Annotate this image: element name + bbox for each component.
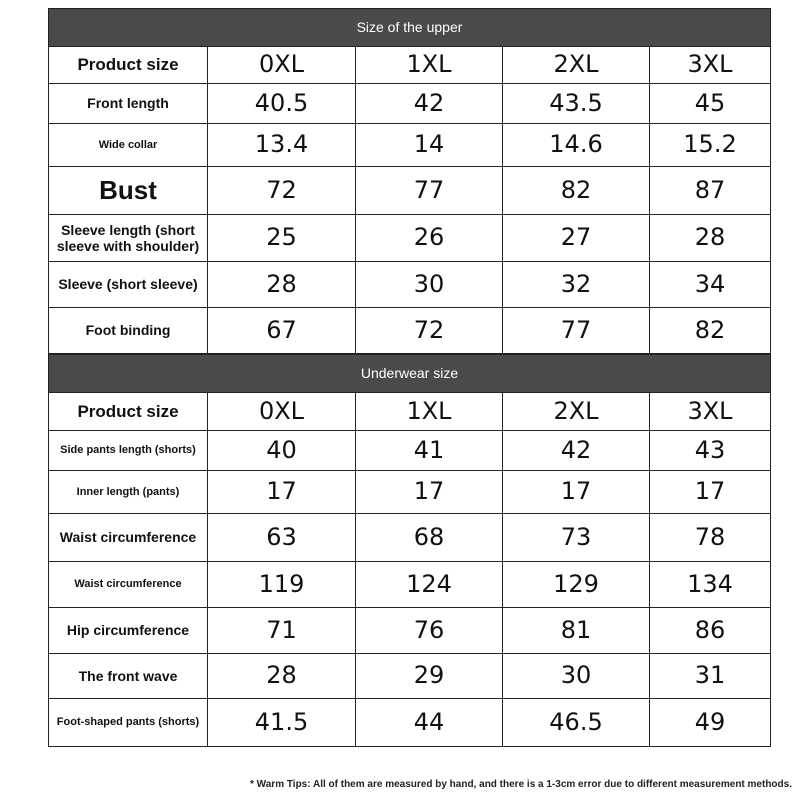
- row-label: Sleeve (short sleeve): [49, 262, 208, 308]
- row-label: Wide collar: [49, 124, 208, 167]
- cell-value: 63: [208, 514, 356, 562]
- table-row: [49, 608, 771, 654]
- cell-value: 30: [356, 262, 503, 308]
- upper-size-2: 2XL: [503, 47, 650, 84]
- cell-value: 77: [503, 308, 650, 354]
- under-size-label: Product size: [49, 393, 208, 431]
- cell-value: 49: [650, 699, 771, 747]
- cell-value: 25: [208, 215, 356, 262]
- table-row: [49, 699, 771, 747]
- cell-value: 129: [503, 562, 650, 608]
- cell-value: 14: [356, 124, 503, 167]
- table-row: [49, 167, 771, 215]
- cell-value: 45: [650, 84, 771, 124]
- upper-size-table: [48, 8, 770, 354]
- row-label: Hip circumference: [49, 608, 208, 654]
- row-label: The front wave: [49, 654, 208, 699]
- cell-value: 119: [208, 562, 356, 608]
- cell-value: 30: [503, 654, 650, 699]
- cell-value: 134: [650, 562, 771, 608]
- cell-value: 17: [208, 471, 356, 514]
- cell-value: 27: [503, 215, 650, 262]
- cell-value: 41: [356, 431, 503, 471]
- cell-value: 29: [356, 654, 503, 699]
- table-row: [49, 562, 771, 608]
- cell-value: 68: [356, 514, 503, 562]
- upper-size-0: 0XL: [208, 47, 356, 84]
- cell-value: 15.2: [650, 124, 771, 167]
- cell-value: 42: [356, 84, 503, 124]
- row-label: Side pants length (shorts): [49, 431, 208, 471]
- row-label: Waist circumference: [49, 562, 208, 608]
- cell-value: 43.5: [503, 84, 650, 124]
- row-label: Front length: [49, 84, 208, 124]
- table-row: [49, 431, 771, 471]
- under-size-2: 2XL: [503, 393, 650, 431]
- upper-size-1: 1XL: [356, 47, 503, 84]
- row-label: Foot binding: [49, 308, 208, 354]
- table-row: [49, 215, 771, 262]
- cell-value: 71: [208, 608, 356, 654]
- cell-value: 17: [356, 471, 503, 514]
- cell-value: 46.5: [503, 699, 650, 747]
- cell-value: 28: [208, 654, 356, 699]
- cell-value: 41.5: [208, 699, 356, 747]
- cell-value: 73: [503, 514, 650, 562]
- underwear-table-header: Underwear size: [49, 355, 771, 393]
- cell-value: 31: [650, 654, 771, 699]
- cell-value: 67: [208, 308, 356, 354]
- cell-value: 82: [650, 308, 771, 354]
- cell-value: 32: [503, 262, 650, 308]
- table-row: [49, 654, 771, 699]
- cell-value: 77: [356, 167, 503, 215]
- cell-value: 17: [650, 471, 771, 514]
- cell-value: 40.5: [208, 84, 356, 124]
- cell-value: 78: [650, 514, 771, 562]
- row-label: Waist circumference: [49, 514, 208, 562]
- cell-value: 43: [650, 431, 771, 471]
- table-row: [49, 471, 771, 514]
- cell-value: 17: [503, 471, 650, 514]
- under-size-1: 1XL: [356, 393, 503, 431]
- table-row: [49, 84, 771, 124]
- row-label: Sleeve length (short sleeve with shoulder): [49, 215, 208, 262]
- upper-size-label: Product size: [49, 47, 208, 84]
- row-label: Inner length (pants): [49, 471, 208, 514]
- table-row: [49, 124, 771, 167]
- cell-value: 13.4: [208, 124, 356, 167]
- cell-value: 44: [356, 699, 503, 747]
- table-row: [49, 514, 771, 562]
- cell-value: 72: [208, 167, 356, 215]
- under-size-0: 0XL: [208, 393, 356, 431]
- table-row: [49, 308, 771, 354]
- upper-size-3: 3XL: [650, 47, 771, 84]
- underwear-size-table: [48, 354, 770, 747]
- cell-value: 72: [356, 308, 503, 354]
- cell-value: 40: [208, 431, 356, 471]
- cell-value: 34: [650, 262, 771, 308]
- cell-value: 14.6: [503, 124, 650, 167]
- row-label: Bust: [49, 167, 208, 215]
- cell-value: 42: [503, 431, 650, 471]
- cell-value: 86: [650, 608, 771, 654]
- table-row: [49, 262, 771, 308]
- upper-table-header: Size of the upper: [49, 9, 771, 47]
- cell-value: 28: [650, 215, 771, 262]
- under-size-3: 3XL: [650, 393, 771, 431]
- cell-value: 28: [208, 262, 356, 308]
- cell-value: 124: [356, 562, 503, 608]
- row-label: Foot-shaped pants (shorts): [49, 699, 208, 747]
- cell-value: 76: [356, 608, 503, 654]
- cell-value: 82: [503, 167, 650, 215]
- warm-tips-note: * Warm Tips: All of them are measured by hand, and there is a 1-3cm error due to different measurement methods.: [250, 779, 792, 790]
- cell-value: 81: [503, 608, 650, 654]
- cell-value: 26: [356, 215, 503, 262]
- cell-value: 87: [650, 167, 771, 215]
